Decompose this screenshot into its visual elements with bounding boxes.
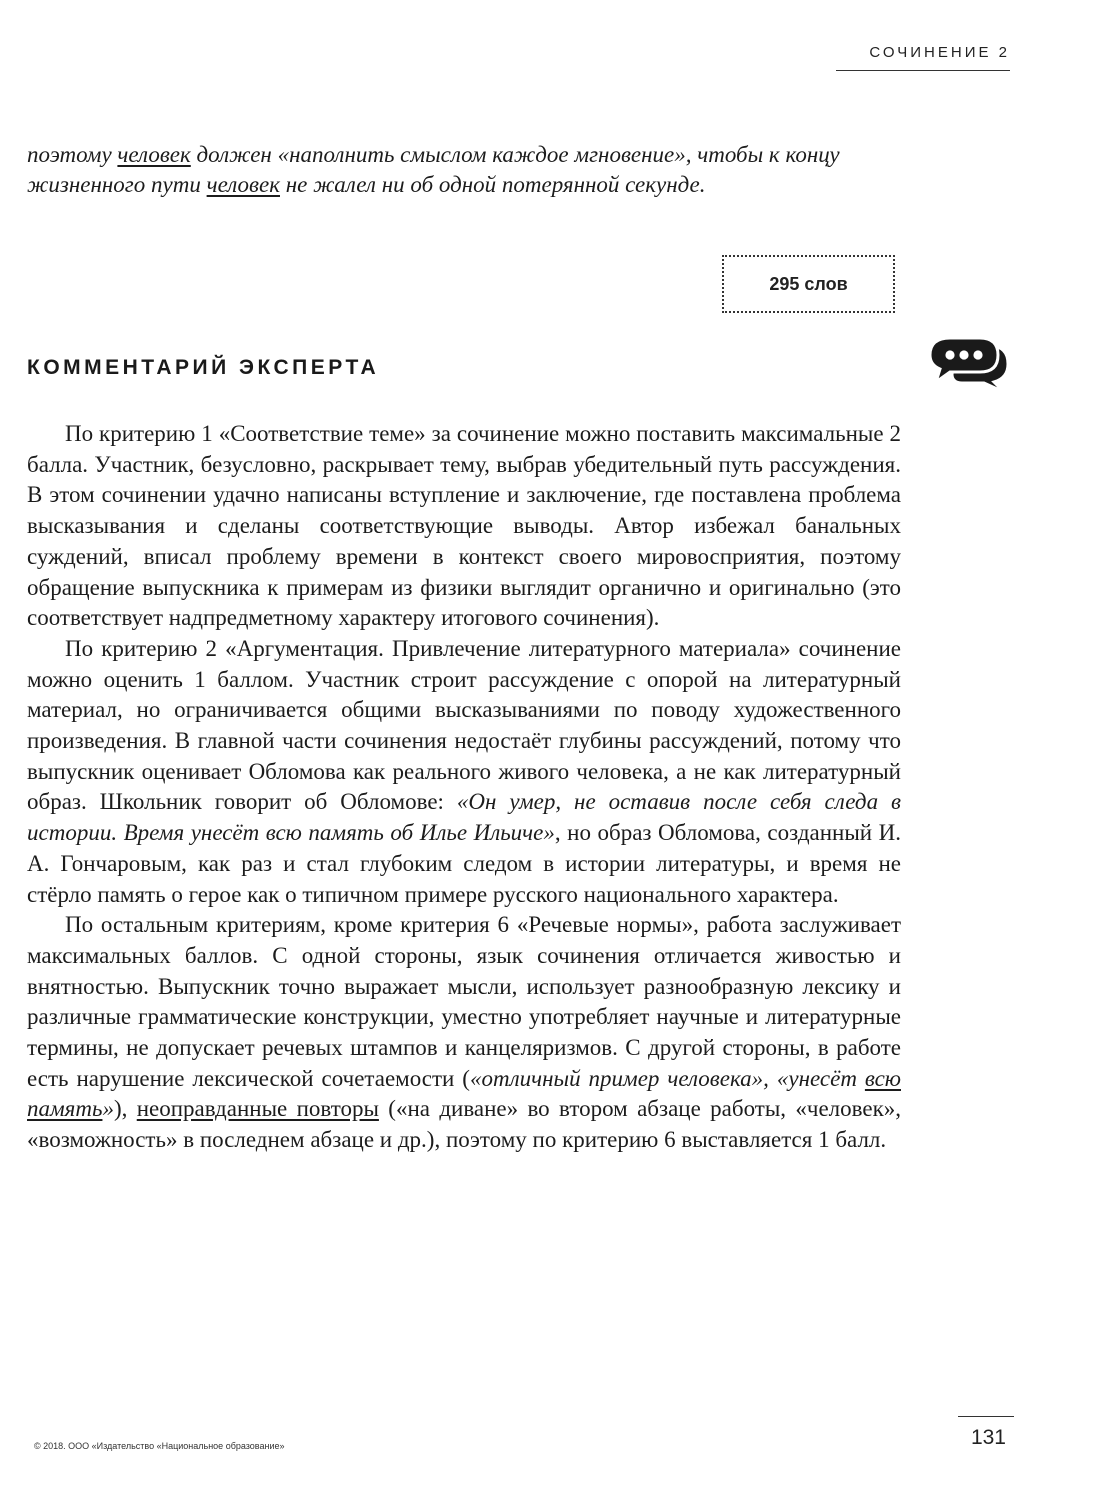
comment-text: ),: [113, 1096, 137, 1122]
essay-ending-paragraph: [27, 140, 901, 200]
running-title: СОЧИНЕНИЕ 2: [869, 44, 1010, 61]
essay-ending: [27, 140, 901, 200]
underlined-phrase: неоправданные повторы: [136, 1096, 379, 1122]
underlined-word: человек: [117, 142, 191, 167]
quote-text: «отличный пример человека», «унесёт: [469, 1065, 865, 1091]
comment-paragraph-1: По критерию 1 «Соответствие теме» за сочинение можно поставить максимальные 2 балла. Участник, безусловно, раскрывает тему, выбрав убедительный путь рассуждения. В этом сочинении удачно написаны вступление и заключение, где поставлена проблема высказывания и сделаны соответствующие выводы. Автор избежал банальных суждений, вписал проблему времени в контекст своего мировосприятия, поэтому обращение выпускника к примерам из физики выглядит органично и оригинально (это соответствует надпредметному характеру итогового сочинения).: [27, 421, 901, 631]
chat-bubbles-icon: [928, 334, 1014, 394]
word-count-box: [722, 255, 895, 313]
word-count: 295 слов: [769, 273, 848, 294]
section-title: КОММЕНТАРИЙ ЭКСПЕРТА: [27, 356, 380, 379]
essay-text: должен «наполнить смыслом каждое мгновение», чтобы к концу жизненного пути: [27, 142, 840, 197]
comment-text: По критерию 2 «Аргументация. Привлечение литературного материала» сочинение можно оценить 1 баллом. Участник строит рассуждение с опорой на литературный материал, но ограничивается общими высказываниями по поводу художественного произведения. В главной части сочинения недостаёт глубины рассуждений, потому что выпускник оценивает Обломова как реального живого человека, а не как литературный образ. Школьник говорит об Обломове:: [27, 635, 901, 815]
page-number: 131: [970, 1426, 1006, 1449]
copyright-notice: © 2018. ООО «Издательство «Национальное образование»: [34, 1441, 285, 1451]
essay-quote: «Он умер, не оставив после себя следа в истории. Время унесёт всю память об Илье Ильиче»: [27, 789, 901, 846]
essay-text: поэтому: [27, 142, 118, 167]
comment-text: («на диване» во втором абзаце работы, «человек», «возможность» в последнем абзаце и др.), поэтому по критерию 6 выставляется 1 балл.: [27, 1096, 901, 1153]
page-number-rule: [958, 1416, 1014, 1417]
essay-text: не жалел ни об одной потерянной секунде.: [279, 172, 706, 197]
quote-text: »: [102, 1096, 114, 1122]
underlined-phrase: всю память: [27, 1065, 901, 1122]
comment-paragraph-3: [27, 910, 901, 1156]
comment-text: По остальным критериям, кроме критерия 6 «Речевые нормы», работа заслуживает максимальных баллов. С одной стороны, язык сочинения отличается живостью и внятностью. Выпускник точно выражает мысли, использует разнообразную лексику и различные грамматические конструкции, уместно употребляет научные и литературные термины, не допускает речевых штампов и канцеляризмов. С другой стороны, в работе есть нарушение лексической сочетаемости (: [27, 912, 901, 1091]
running-title-rule: [836, 70, 1010, 71]
comment-paragraph-2: [27, 634, 901, 910]
expert-comment: [27, 419, 901, 1156]
comment-text: , но образ Обломова, созданный И. А. Гончаровым, как раз и стал глубоким следом в истории литературы, и время не стёрло память о герое как о типичном примере русского национального характера.: [27, 820, 902, 907]
underlined-word: человек: [206, 172, 280, 197]
